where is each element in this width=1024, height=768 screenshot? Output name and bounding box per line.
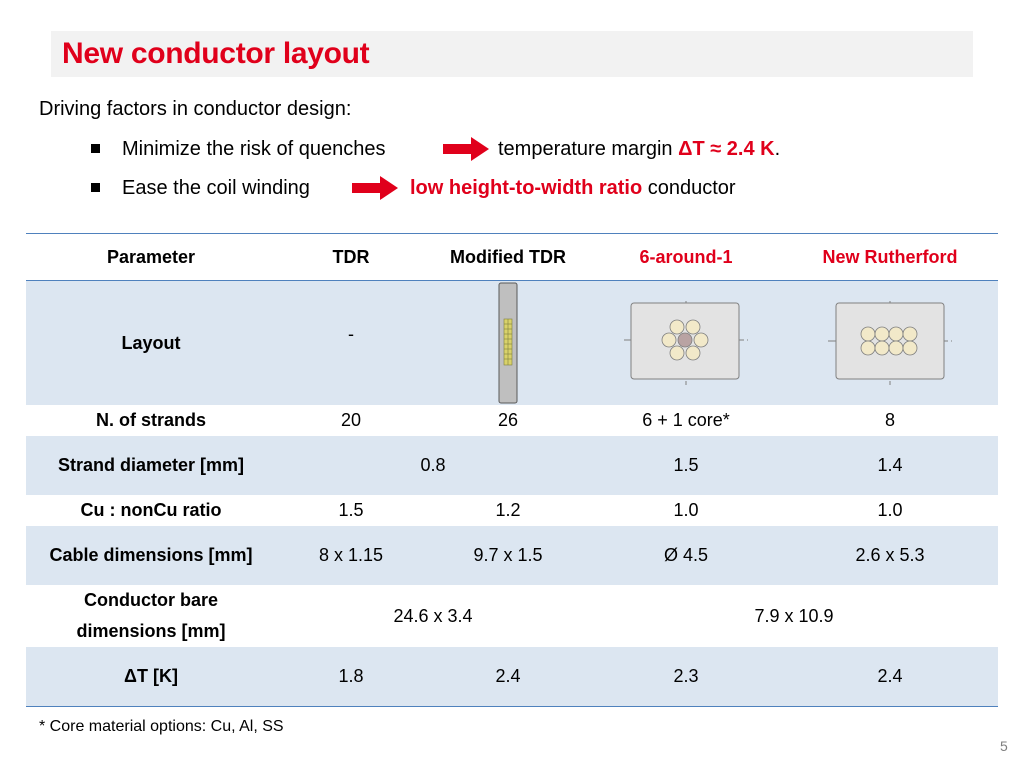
title-bar xyxy=(51,31,973,77)
cell-new-rutherford: 8 xyxy=(884,410,895,430)
bullet-square-icon xyxy=(91,144,100,153)
header-new-rutherford: New Rutherford xyxy=(782,234,998,281)
cell-new-rutherford: 2.6 x 5.3 xyxy=(782,526,998,585)
cell-modified-tdr: 1.2 xyxy=(495,500,521,520)
bullet-1-text: Minimize the risk of quenches xyxy=(122,138,386,160)
row-label: Conductor bare dimensions [mm] xyxy=(76,590,226,641)
row-label: ΔT [K] xyxy=(26,647,276,706)
right-arrow-icon xyxy=(443,137,489,161)
cell-six-around-one: 1.0 xyxy=(673,500,699,520)
intro-text: Driving factors in conductor design: xyxy=(39,98,352,120)
header-modified-tdr: Modified TDR xyxy=(426,234,590,281)
bullet-2-tail: conductor xyxy=(642,177,736,199)
table-row xyxy=(26,647,998,706)
cell-six-around-one: 6 + 1 core* xyxy=(642,410,730,430)
cell-six-around-one: 1.5 xyxy=(590,436,782,495)
cell-modified-tdr: 26 xyxy=(497,410,519,430)
cell-new-rutherford: 1.4 xyxy=(782,436,998,495)
table-row xyxy=(26,526,998,585)
page-number: 5 xyxy=(1000,738,1008,754)
height-width-highlight: low height-to-width ratio xyxy=(410,177,643,199)
cell-new-rutherford: 1.0 xyxy=(877,500,903,520)
layout-tdr-dash: - xyxy=(348,324,354,344)
bullet-square-icon xyxy=(91,183,100,192)
cell-new-rutherford: 2.4 xyxy=(782,647,998,706)
cell-modified-tdr: 9.7 x 1.5 xyxy=(426,526,590,585)
table-row xyxy=(26,585,998,647)
cell-new-merged: 7.9 x 10.9 xyxy=(754,605,834,626)
cell-six-around-one: 2.3 xyxy=(590,647,782,706)
right-arrow-icon xyxy=(352,176,398,200)
row-label: Cu : nonCu ratio xyxy=(80,500,222,520)
cell-six-around-one: Ø 4.5 xyxy=(590,526,782,585)
cell-tdr-merged: 24.6 x 3.4 xyxy=(393,605,473,626)
layout-modified-tdr xyxy=(426,281,590,406)
modified-tdr-cable-icon xyxy=(496,282,520,404)
header-tdr: TDR xyxy=(276,234,426,281)
parameter-table xyxy=(26,233,998,707)
table-row xyxy=(26,436,998,495)
table-row xyxy=(26,405,998,436)
row-label: Cable dimensions [mm] xyxy=(26,526,276,585)
new-rutherford-icon xyxy=(828,301,952,385)
layout-six-around-one xyxy=(590,281,782,406)
bullet-1-result-plain: temperature margin xyxy=(498,138,679,160)
cell-tdr-merged: 0.8 xyxy=(276,436,590,495)
table-row xyxy=(26,281,998,406)
cell-tdr: 20 xyxy=(340,410,362,430)
bullet-1-period: . xyxy=(774,138,781,160)
footnote: * Core material options: Cu, Al, SS xyxy=(39,718,284,735)
layout-new-rutherford xyxy=(782,281,998,406)
slide-title: New conductor layout xyxy=(62,37,370,70)
cell-tdr: 1.8 xyxy=(276,647,426,706)
cell-modified-tdr: 2.4 xyxy=(426,647,590,706)
table-header-row xyxy=(26,234,998,281)
row-label: Layout xyxy=(26,281,276,406)
bullet-2-text: Ease the coil winding xyxy=(122,177,310,199)
row-label: Strand diameter [mm] xyxy=(26,436,276,495)
row-label: N. of strands xyxy=(95,410,206,430)
header-six-around-one: 6-around-1 xyxy=(590,234,782,281)
bullet-1-result xyxy=(498,135,780,163)
cell-tdr: 8 x 1.15 xyxy=(276,526,426,585)
layout-tdr xyxy=(276,281,426,406)
table-row xyxy=(26,495,998,526)
six-around-one-icon xyxy=(624,301,748,385)
cell-tdr: 1.5 xyxy=(338,500,364,520)
bullet-2-result xyxy=(410,174,736,202)
header-parameter: Parameter xyxy=(26,234,276,281)
delta-t-value: ΔT ≈ 2.4 K xyxy=(678,138,775,160)
